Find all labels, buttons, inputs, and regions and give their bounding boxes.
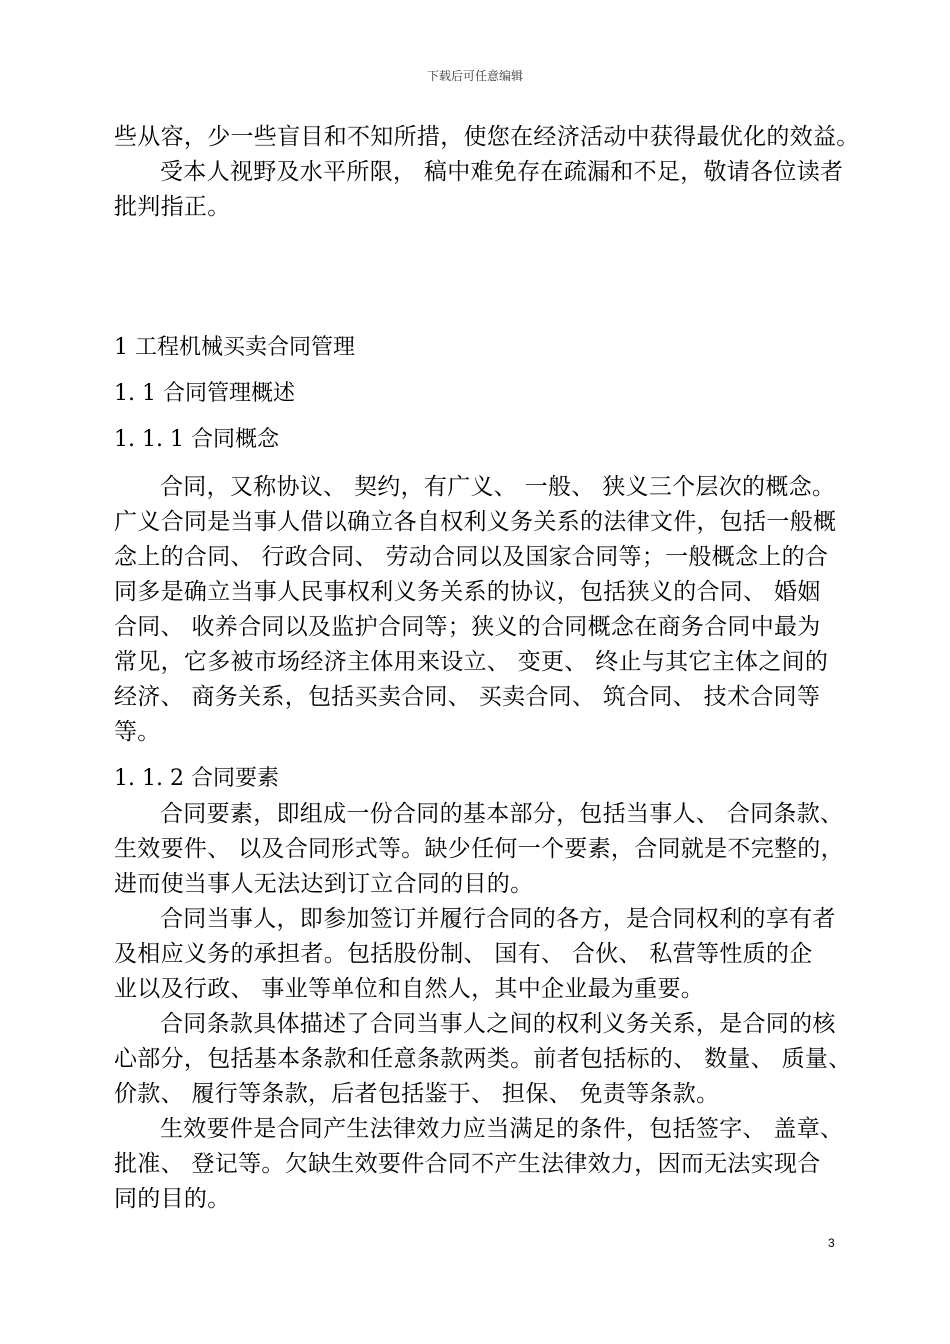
- section-heading-1-1-2: 1. 1. 2 合同要素: [114, 766, 279, 791]
- concept-line: 念上的合同、 行政合同、 劳动合同以及国家合同等；一般概念上的合: [114, 544, 829, 570]
- elements-line: 生效要件、 以及合同形式等。缺少任何一个要素，合同就是不完整的，: [114, 836, 844, 862]
- concept-line: 常见，它多被市场经济主体用来设立、 变更、 终止与其它主体之间的: [114, 649, 829, 675]
- elements-line: 合同要素，即组成一份合同的基本部分，包括当事人、 合同条款、: [160, 801, 844, 827]
- concept-line: 等。: [114, 719, 161, 745]
- section-heading-1-1-1: 1. 1. 1 合同概念: [114, 427, 279, 452]
- elements-line: 生效要件是合同产生法律效力应当满足的条件，包括签字、 盖章、: [160, 1116, 844, 1142]
- page-header: 下载后可任意编辑: [426, 69, 523, 83]
- elements-line: 同的目的。: [114, 1186, 231, 1212]
- elements-line: 价款、 履行等条款，后者包括鉴于、 担保、 免责等条款。: [114, 1081, 720, 1107]
- page-number: 3: [828, 1236, 835, 1250]
- elements-line: 及相应义务的承担者。包括股份制、 国有、 合伙、 私营等性质的企: [114, 941, 813, 967]
- elements-line: 批准、 登记等。欠缺生效要件合同不产生法律效力，因而无法实现合: [114, 1151, 821, 1177]
- elements-line: 心部分，包括基本条款和任意条款两类。前者包括标的、 数量、 质量、: [114, 1046, 852, 1072]
- elements-line: 业以及行政、 事业等单位和自然人，其中企业最为重要。: [114, 976, 705, 1002]
- concept-line: 经济、 商务关系，包括买卖合同、 买卖合同、 筑合同、 技术合同等: [114, 684, 821, 710]
- intro-line: 受本人视野及水平所限， 稿中难免存在疏漏和不足，敬请各位读者: [160, 159, 844, 185]
- concept-line: 合同、 收养合同以及监护合同等；狭义的合同概念在商务合同中最为: [114, 614, 821, 640]
- intro-line: 批判指正。: [114, 194, 231, 220]
- intro-paragraphs: [114, 120, 860, 225]
- section-heading-1: 1 工程机械买卖合同管理: [114, 335, 355, 360]
- concept-line: 同多是确立当事人民事权利义务关系的协议，包括狭义的合同、 婚姻: [114, 579, 821, 605]
- elements-line: 进而使当事人无法达到订立合同的目的。: [114, 871, 534, 897]
- concept-line: 合同，又称协议、 契约，有广义、 一般、 狭义三个层次的概念。: [160, 474, 836, 500]
- concept-line: 广义合同是当事人借以确立各自权利义务关系的法律文件，包括一般概: [114, 509, 837, 535]
- elements-section: [114, 797, 852, 1217]
- elements-line: 合同当事人，即参加签订并履行合同的各方，是合同权利的享有者: [160, 906, 836, 932]
- section-heading-1-1: 1. 1 合同管理概述: [114, 381, 295, 406]
- elements-line: 合同条款具体描述了合同当事人之间的权利义务关系，是合同的核: [160, 1011, 836, 1037]
- intro-line: 些从容，少一些盲目和不知所措，使您在经济活动中获得最优化的效益。: [114, 124, 860, 150]
- concept-paragraph: [114, 470, 839, 750]
